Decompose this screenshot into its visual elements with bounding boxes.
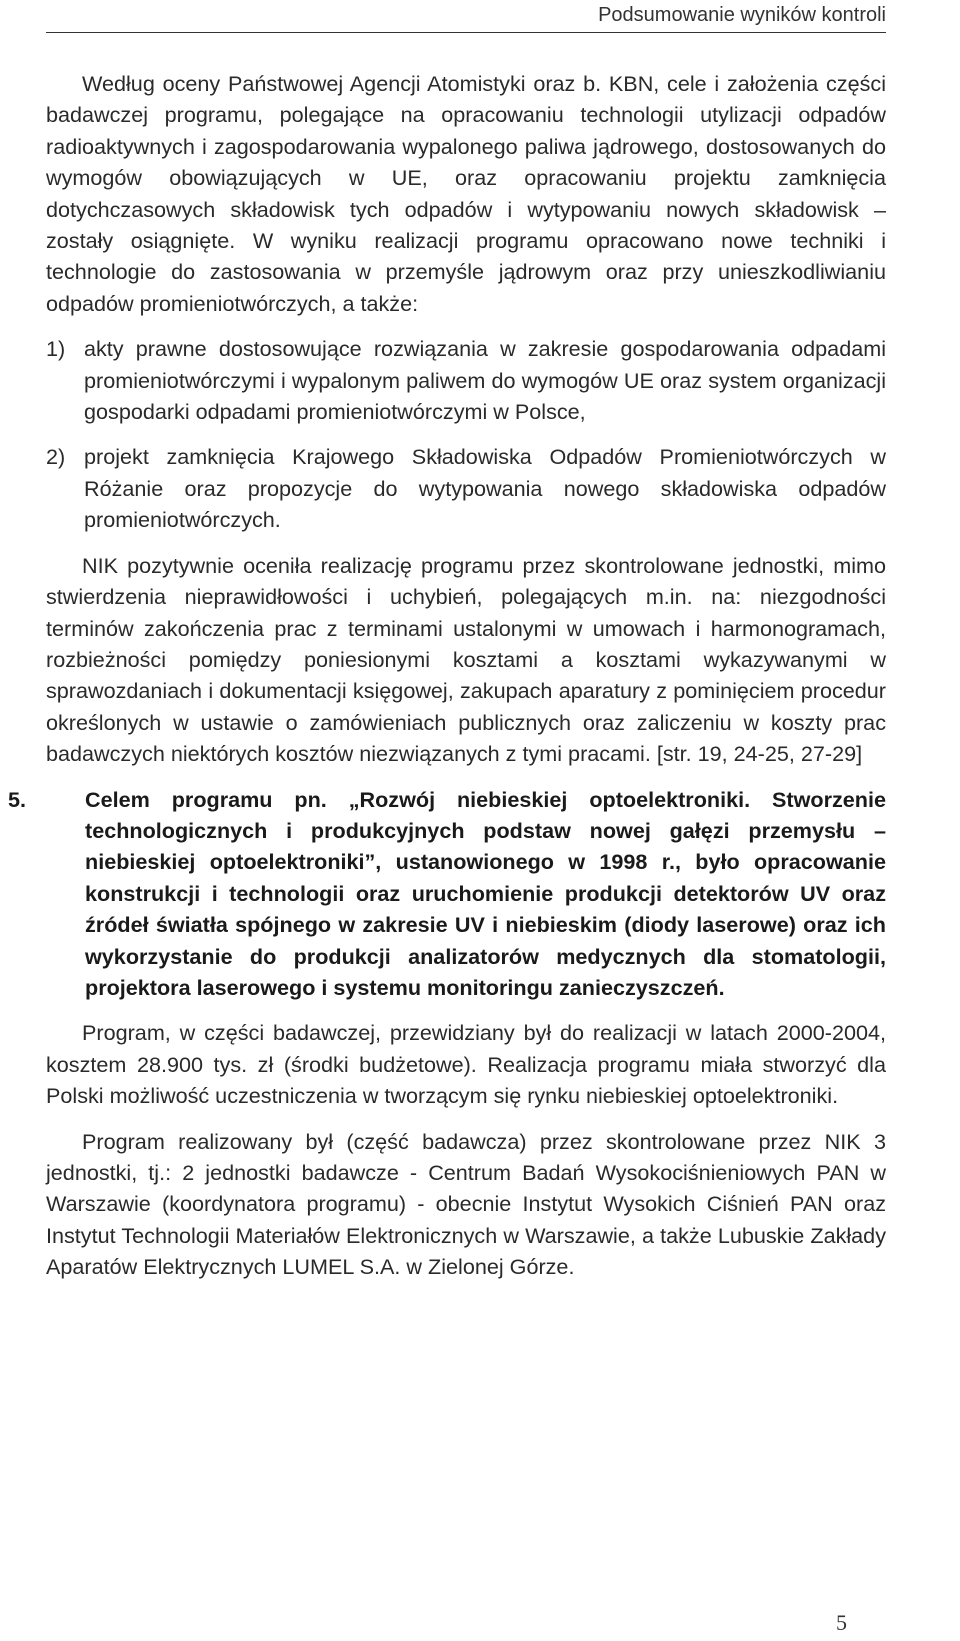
list-item-text: projekt zamknięcia Krajowego Składowiska Odpadów Promieniotwórczych w Różanie oraz propozycje do wytypowania nowego składowiska odpadów promieniotwórczych. xyxy=(84,444,886,533)
list-item-number: 2) xyxy=(46,444,66,470)
paragraph-assessment: Według oceny Państwowej Agencji Atomistyki oraz b. KBN, cele i założenia części badawczej programu, polegające na opracowaniu technologii utylizacji odpadów radioaktywnych i zagospodarowania wypalonego paliwa jądrowego, dostosowanych do wymogów obowiązujących w UE, oraz opracowaniu projektu zamknięcia dotychczasowych składowisk tych odpadów i wytypowaniu nowych składowisk – zostały osiągnięte. W wyniku realizacji programu opracowano nowe techniki i technologie do zastosowania w przemyśle jądrowym oraz przy unieszkodliwianiu odpadów promieniotwórczych, a także: xyxy=(46,71,886,316)
page-header xyxy=(46,0,886,33)
paragraph-program-budget: Program, w części badawczej, przewidziany był do realizacji w latach 2000-2004, kosztem 28.900 tys. zł (środki budżetowe). Realizacja programu miała stworzyć dla Polski możliwość uczestniczenia w tworzącym się rynku niebieskiej optoelektroniki. xyxy=(46,1020,886,1109)
document-body xyxy=(8,68,886,1283)
running-header-title: Podsumowanie wyników kontroli xyxy=(598,4,886,26)
section-number: 5. xyxy=(8,786,27,812)
results-list xyxy=(46,333,886,535)
list-item-number: 1) xyxy=(46,336,66,362)
list-item-text: akty prawne dostosowujące rozwiązania w zakresie gospodarowania odpadami promieniotwórczymi i wypalonym paliwem do wymogów UE oraz system organizacji gospodarki odpadami promieniotwórczymi w Polsce, xyxy=(84,336,886,425)
paragraph-nik-assessment: NIK pozytywnie oceniła realizację programu przez skontrolowane jednostki, mimo stwierdzenia nieprawidłowości i uchybień, polegających m.in. na: niezgodności terminów zakończenia prac z terminami ustalonymi w umowach i harmonogramach, rozbieżności pomiędzy poniesionymi kosztami a kosztami wykazywanymi w sprawozdaniach i dokumentacji księgowej, zakupach aparatury z pominięciem procedur określonych w ustawie o zamówieniach publicznych oraz zaliczeniu w koszty prac badawczych niektórych kosztów niezwiązanych z tymi pracami. [str. 19, 24-25, 27-29] xyxy=(46,552,886,767)
page-number: 5 xyxy=(836,1610,847,1635)
list-item xyxy=(46,441,886,535)
section-5-heading xyxy=(8,784,886,1004)
paragraph-program-units: Program realizowany był (część badawcza) przez skontrolowane przez NIK 3 jednostki, tj.: 2 jednostki badawcze - Centrum Badań Wysokociśnieniowych PAN w Warszawie (koordynatora programu) - obecnie Instytut Wysokich Ciśnień PAN oraz Instytut Technologii Materiałów Elektronicznych w Warszawie, a także Lubuskie Zakłady Aparatów Elektrycznych LUMEL S.A. w Zielonej Górze. xyxy=(46,1128,886,1280)
section-text: Celem programu pn. „Rozwój niebieskiej optoelektroniki. Stworzenie technologicznych i produkcyjnych podstaw nowej gałęzi przemysłu – niebieskiej optoelektroniki”, ustanowionego w 1998 r., było opracowanie konstrukcji i technologii oraz uruchomienie produkcji detektorów UV oraz źródeł światła spójnego w zakresie UV i niebieskim (diody laserowe) oraz ich wykorzystanie do produkcji analizatorów medycznych dla stomatologii, projektora laserowego i systemu monitoringu zanieczyszczeń. xyxy=(85,786,886,1000)
list-item xyxy=(46,333,886,427)
